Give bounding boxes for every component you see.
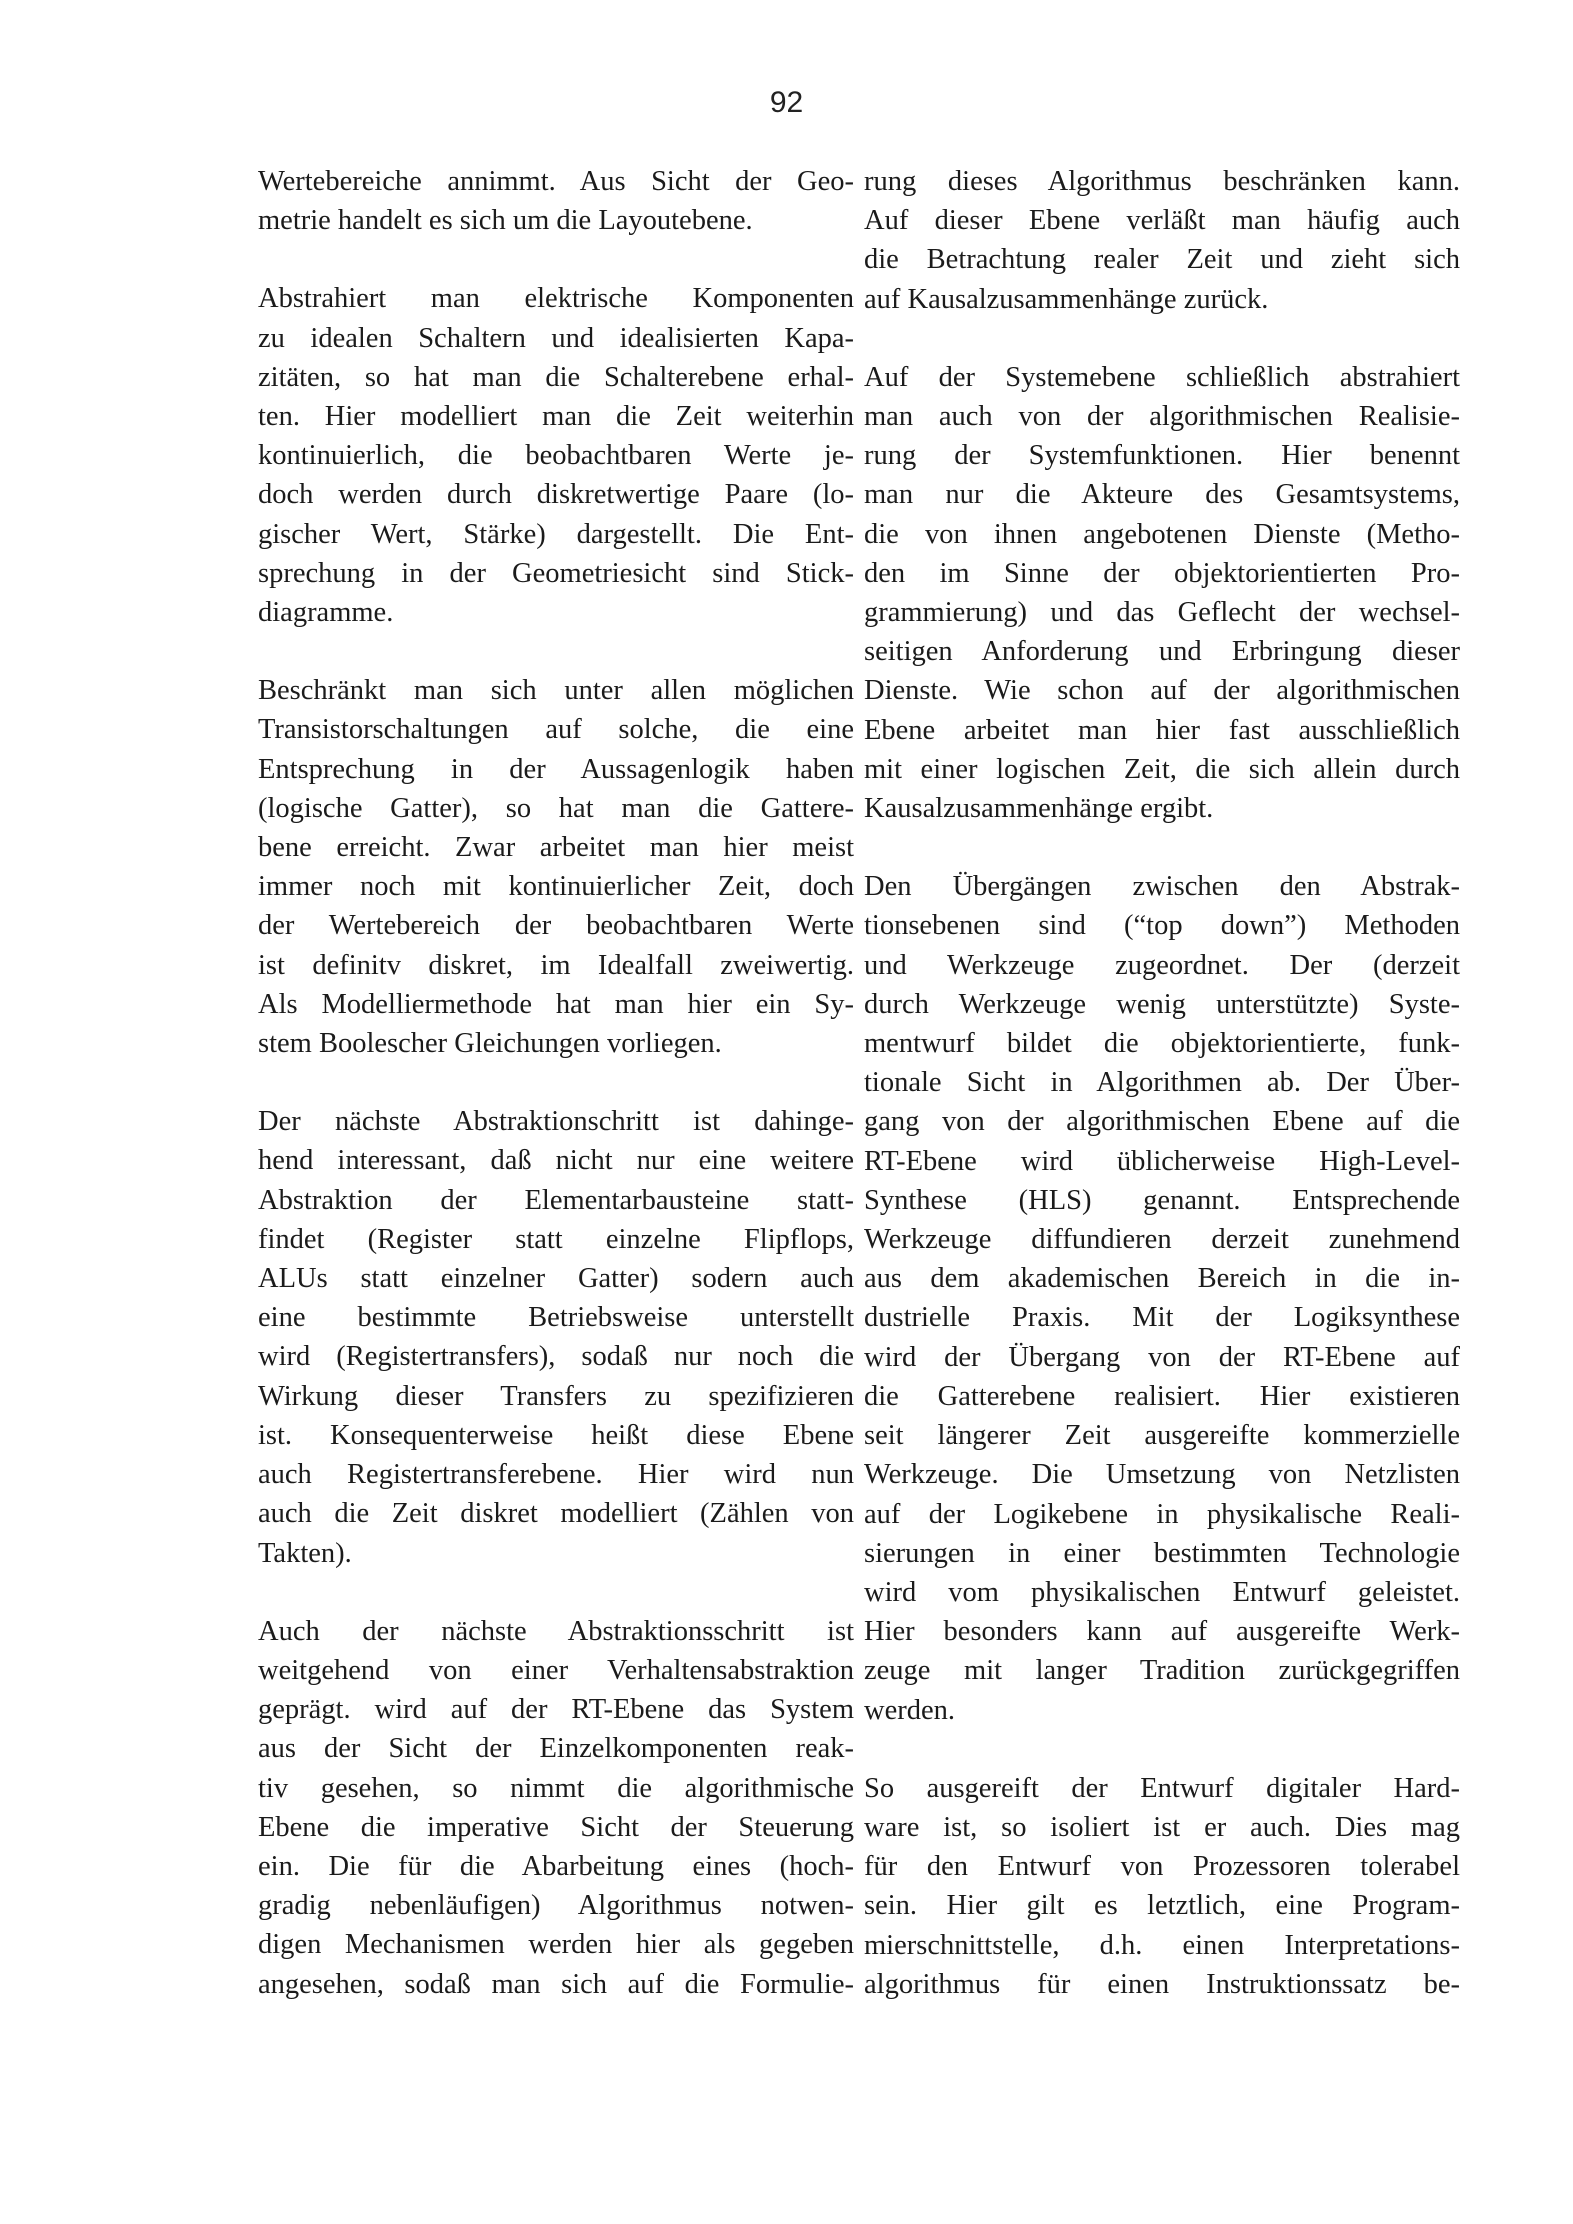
text-line: eine bestimmte Betriebsweise unterstellt: [258, 1302, 854, 1334]
text-line: ist definitv diskret, im Idealfall zweiwertig.: [258, 949, 854, 981]
text-line: durch Werkzeuge wenig unterstützte) Syste-: [864, 988, 1460, 1020]
paragraph: [258, 1102, 854, 1572]
text-line: die Gatterebene realisiert. Hier existieren: [864, 1380, 1460, 1412]
text-line: metrie handelt es sich um die Layoutebene.: [258, 205, 753, 237]
text-line: aus der Sicht der Einzelkomponenten reak-: [258, 1733, 854, 1765]
text-line: zeuge mit langer Tradition zurückgegriffen: [864, 1655, 1460, 1687]
text-line: aus dem akademischen Bereich in die in-: [864, 1263, 1460, 1295]
text-line: findet (Register statt einzelne Flipflops,: [258, 1223, 854, 1255]
text-line: algorithmus für einen Instruktionssatz be-: [864, 1968, 1460, 2000]
text-line: diagramme.: [258, 597, 394, 629]
text-line: sprechung in der Geometriesicht sind Stick-: [258, 557, 854, 589]
text-line: werden.: [864, 1694, 955, 1726]
text-line: auf der Logikebene in physikalische Reali-: [864, 1498, 1460, 1530]
paragraph: [864, 1769, 1460, 2004]
text-line: Dienste. Wie schon auf der algorithmischen: [864, 675, 1460, 707]
text-line: wird der Übergang von der RT-Ebene auf: [864, 1341, 1460, 1373]
text-line: die von ihnen angebotenen Dienste (Metho-: [864, 518, 1460, 550]
text-line: Wertebereiche annimmt. Aus Sicht der Geo-: [258, 166, 854, 197]
paragraph: [258, 162, 854, 240]
left-text-column: [258, 162, 854, 2043]
text-line: für den Entwurf von Prozessoren tolerabel: [864, 1851, 1460, 1883]
text-line: tiv gesehen, so nimmt die algorithmische: [258, 1772, 854, 1804]
text-line: Werkzeuge. Die Umsetzung von Netzlisten: [864, 1459, 1460, 1491]
text-line: auf Kausalzusammenhänge zurück.: [864, 283, 1269, 315]
text-line: zu idealen Schaltern und idealisierten Kapa-: [258, 322, 854, 354]
text-line: gradig nebenläufigen) Algorithmus notwen-: [258, 1890, 854, 1922]
text-line: Abstrahiert man elektrische Komponenten: [258, 283, 854, 315]
paragraph: [258, 671, 854, 1063]
text-line: ALUs statt einzelner Gatter) sodern auch: [258, 1263, 854, 1295]
text-line: auch Registertransferebene. Hier wird nun: [258, 1459, 854, 1491]
text-line: Wirkung dieser Transfers zu spezifizieren: [258, 1380, 854, 1412]
text-line: Auf der Systemebene schließlich abstrahiert: [864, 361, 1460, 393]
text-line: Ebene die imperative Sicht der Steuerung: [258, 1811, 854, 1843]
text-line: Auf dieser Ebene verläßt man häufig auch: [864, 205, 1460, 237]
text-line: die Betrachtung realer Zeit und zieht sich: [864, 244, 1460, 276]
text-line: Transistorschaltungen auf solche, die eine: [258, 714, 854, 746]
text-line: Der nächste Abstraktionschritt ist dahinge-: [258, 1106, 854, 1138]
text-line: weitgehend von einer Verhaltensabstraktion: [258, 1654, 854, 1686]
text-line: sierungen in einer bestimmten Technologie: [864, 1537, 1460, 1569]
page-number: 92: [769, 86, 804, 119]
text-line: digen Mechanismen werden hier als gegeben: [258, 1929, 854, 1961]
text-line: geprägt. wird auf der RT-Ebene das System: [258, 1694, 854, 1726]
text-line: Auch der nächste Abstraktionsschritt ist: [258, 1615, 854, 1647]
text-line: den im Sinne der objektorientierten Pro-: [864, 557, 1460, 589]
text-line: Hier besonders kann auf ausgereifte Werk-: [864, 1616, 1460, 1648]
text-line: man auch von der algorithmischen Realisie-: [864, 401, 1460, 433]
text-line: tionale Sicht in Algorithmen ab. Der Über-: [864, 1067, 1460, 1099]
text-line: Als Modelliermethode hat man hier ein Sy-: [258, 988, 854, 1020]
text-line: grammierung) und das Geflecht der wechsel-: [864, 597, 1460, 629]
text-line: gischer Wert, Stärke) dargestellt. Die Ent-: [258, 518, 854, 550]
text-line: So ausgereift der Entwurf digitaler Hard-: [864, 1772, 1460, 1804]
text-line: ten. Hier modelliert man die Zeit weiterhin: [258, 401, 854, 433]
text-line: ist. Konsequenterweise heißt diese Ebene: [258, 1419, 854, 1451]
text-line: dustrielle Praxis. Mit der Logiksynthese: [864, 1302, 1460, 1334]
text-line: immer noch mit kontinuierlicher Zeit, doch: [258, 871, 854, 903]
text-line: RT-Ebene wird üblicherweise High-Level-: [864, 1145, 1460, 1177]
text-line: Beschränkt man sich unter allen möglichen: [258, 675, 854, 707]
text-line: (logische Gatter), so hat man die Gattere-: [258, 792, 854, 824]
text-line: angesehen, sodaß man sich auf die Formulie-: [258, 1968, 854, 2000]
text-line: tionsebenen sind (“top down”) Methoden: [864, 910, 1460, 942]
text-line: gang von der algorithmischen Ebene auf die: [864, 1106, 1460, 1138]
text-line: seit längerer Zeit ausgereifte kommerzielle: [864, 1420, 1460, 1452]
text-line: stem Boolescher Gleichungen vorliegen.: [258, 1028, 722, 1060]
text-line: wird vom physikalischen Entwurf geleistet.: [864, 1576, 1460, 1608]
text-line: auch die Zeit diskret modelliert (Zählen von: [258, 1498, 854, 1530]
text-line: rung dieses Algorithmus beschränken kann.: [864, 166, 1460, 197]
text-line: sein. Hier gilt es letztlich, eine Program-: [864, 1890, 1460, 1922]
text-line: Ebene arbeitet man hier fast ausschließlich: [864, 714, 1460, 746]
text-line: Kausalzusammenhänge ergibt.: [864, 793, 1214, 825]
text-line: bene erreicht. Zwar arbeitet man hier meist: [258, 832, 854, 864]
text-line: Werkzeuge diffundieren derzeit zunehmend: [864, 1224, 1460, 1256]
text-line: Entsprechung in der Aussagenlogik haben: [258, 753, 854, 785]
text-line: zitäten, so hat man die Schalterebene erhal-: [258, 361, 854, 393]
text-line: ein. Die für die Abarbeitung eines (hoch-: [258, 1850, 854, 1882]
text-line: Takten).: [258, 1537, 352, 1569]
paragraph: [864, 358, 1460, 828]
paragraph: [864, 867, 1460, 1729]
text-line: mierschnittstelle, d.h. einen Interpretations-: [864, 1929, 1460, 1961]
paragraph: [864, 162, 1460, 319]
paragraph: [258, 279, 854, 632]
text-line: seitigen Anforderung und Erbringung dieser: [864, 636, 1460, 668]
text-line: kontinuierlich, die beobachtbaren Werte je-: [258, 440, 854, 472]
text-line: und Werkzeuge zugeordnet. Der (derzeit: [864, 949, 1460, 981]
text-line: doch werden durch diskretwertige Paare (lo-: [258, 479, 854, 511]
text-line: Abstraktion der Elementarbausteine statt-: [258, 1184, 854, 1216]
text-line: hend interessant, daß nicht nur eine weitere: [258, 1145, 854, 1177]
paragraph: [258, 1612, 854, 2004]
text-line: mentwurf bildet die objektorientierte, funk-: [864, 1028, 1460, 1060]
text-line: Den Übergängen zwischen den Abstrak-: [864, 871, 1460, 903]
text-line: man nur die Akteure des Gesamtsystems,: [864, 479, 1460, 511]
text-line: der Wertebereich der beobachtbaren Werte: [258, 910, 854, 942]
text-line: rung der Systemfunktionen. Hier benennt: [864, 440, 1460, 472]
right-text-column: [864, 162, 1460, 2043]
text-line: mit einer logischen Zeit, die sich allein durch: [864, 753, 1460, 785]
text-line: wird (Registertransfers), sodaß nur noch die: [258, 1341, 854, 1373]
text-line: Synthese (HLS) genannt. Entsprechende: [864, 1184, 1460, 1216]
text-line: ware ist, so isoliert ist er auch. Dies mag: [864, 1811, 1460, 1843]
